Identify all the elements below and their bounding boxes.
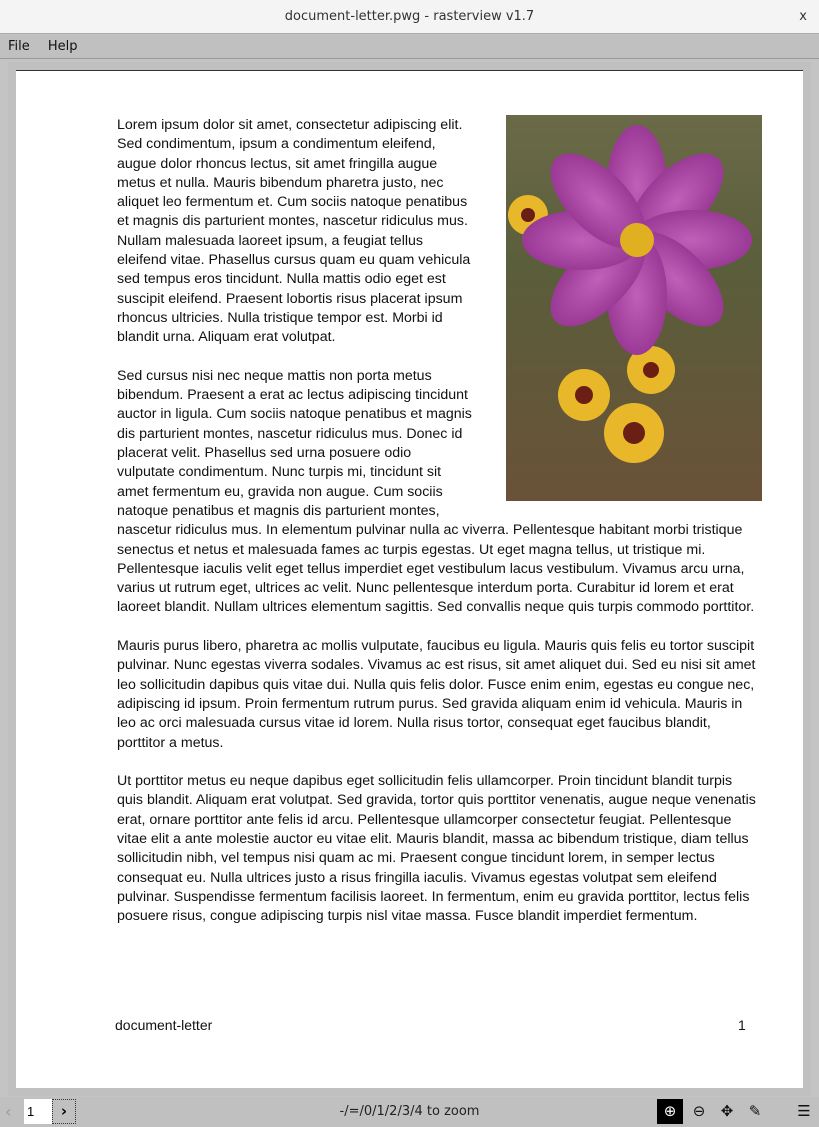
document-page (16, 70, 803, 1088)
zoom-hint: -/=/0/1/2/3/4 to zoom (339, 1104, 480, 1119)
flower-photo (506, 115, 762, 501)
menu-help[interactable]: Help (47, 39, 78, 54)
zoom-out-icon[interactable]: ⊖ (692, 1102, 706, 1120)
window-title: document-letter.pwg - rasterview v1.7 (284, 9, 535, 24)
menu-list-icon[interactable]: ☰ (797, 1102, 811, 1120)
pan-icon[interactable]: ✥ (720, 1102, 734, 1120)
prev-page-button[interactable]: ‹ (5, 1102, 12, 1121)
status-bar (0, 1097, 819, 1127)
menu-file[interactable]: File (8, 39, 30, 54)
page-footer-title: document-letter (115, 1017, 213, 1033)
zoom-in-icon[interactable]: ⊕ (657, 1099, 683, 1124)
paragraph: Sed cursus nisi nec neque mattis non porta metus bibendum. Praesent a erat ac lectus adipiscing tincidunt auctor in ligula. Cum sociis natoque penatibus et magnis dis parturient montes, nascetur ridiculus mus. Donec id placerat velit. Phasellus sed urna posuere odio vulputate condimentum. Nunc turpis mi, tincidunt sit amet fermentum eu, gravida non augue. Cum sociis natoque penatibus et magnis dis parturient montes, nascetur ridiculus mus. In elementum pulvinar nulla ac viverra. Pellentesque habitant morbi tristique senectus et netus et malesuada fames ac turpis egestas. Ut eget magna tellus, ut tristique mi. Pellentesque iaculis velit eget tellus imperdiet eget vestibulum lacus vestibulum. Vivamus arcu urna, varius ut rutrum eget, ultrices ac velit. Nunc pellentesque interdum porta. Curabitur id lorem et erat laoreet blandit. Nullam ultrices elementum sagittis. Sed convallis neque quis turpis commodo porttitor. (117, 367, 755, 616)
next-page-button[interactable]: › (52, 1099, 76, 1124)
eyedropper-icon[interactable]: ✎ (748, 1102, 762, 1120)
paragraph: Ut porttitor metus eu neque dapibus eget sollicitudin felis ullamcorper. Proin tincidunt blandit turpis quis blandit. Aliquam erat volutpat. Sed gravida, tortor quis porttitor venenatis, augue neque venenatis erat, ornare porttitor ante felis id arcu. Pellentesque ullamcorper consectetur feugiat. Pellentesque vitae elit a ante molestie auctor eu vitae elit. Mauris blandit, massa ac bibendum tristique, diam tellus sollicitudin nibh, vel tempus nisi quam ac mi. Praesent congue tincidunt lorem, in semper lectus consequat eu. Nulla ultrices justo a risus fringilla iaculis. Vivamus egestas volutpat sem eleifend pulvinar. Suspendisse fermentum facilisis laoreet. In fermentum, enim eu gravida porttitor, lectus felis posuere risus, congue adipiscing turpis nisl vitae massa. Fusce blandit imperdiet fermentum. (117, 773, 756, 925)
paragraph: Lorem ipsum dolor sit amet, consectetur adipiscing elit. Sed condimentum, ipsum a condimentum eleifend, augue dolor rhoncus lectus, sit amet fringilla augue metus et nulla. Mauris bibendum pharetra justo, nec aliquet leo fermentum et. Cum sociis natoque penatibus et magnis dis parturient montes, nascetur ridiculus mus. Nullam malesuada laoreet ipsum, a feugiat tellus eleifend vitae. Phasellus cursus quam eu quam vehicula sed tempus eros tincidunt. Nulla mattis odio eget est suscipit eleifend. Praesent lobortis risus placerat ipsum rhoncus ultricies. Nulla tristique tempor est. Morbi id blandit urna. Aliquam erat volutpat. (117, 117, 471, 346)
page-number: 1 (738, 1017, 746, 1033)
menu-bar (0, 35, 819, 59)
document-body (117, 116, 762, 946)
title-bar (0, 0, 819, 34)
document-viewport[interactable] (8, 62, 811, 1096)
close-button[interactable]: x (799, 9, 807, 24)
paragraph: Mauris purus libero, pharetra ac mollis vulputate, faucibus eu ligula. Mauris quis felis eu tortor suscipit pulvinar. Nunc egestas viverra sodales. Vivamus ac est risus, sit amet aliquet dui. Sed eu nisi sit amet leo sollicitudin dapibus quis vitae dui. Nulla quis felis dolor. Fusce enim enim, egestas eu congue nec, adipiscing id ipsum. Proin fermentum rutrum purus. Sed gravida aliquam enim id vehicula. Mauris in leo ac orci malesuada cursus vitae id lorem. Nulla risus tortor, consequat eget faucibus blandit, porttitor a metus. (117, 638, 756, 751)
